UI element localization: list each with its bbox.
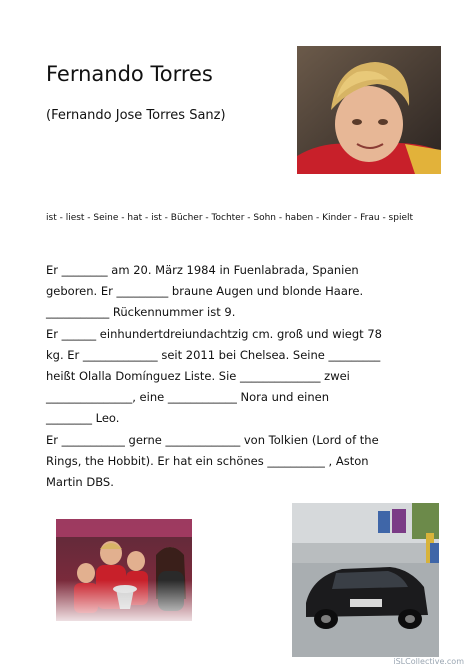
text-line: _______________, eine ____________ Nora und einen	[46, 390, 330, 405]
text-line: geboren. Er _________ braune Augen und blonde Haare.	[46, 284, 364, 299]
portrait-photo	[297, 46, 441, 174]
page-title: Fernando Torres	[46, 62, 213, 86]
text-line: Martin DBS.	[46, 475, 114, 490]
page-subtitle: (Fernando Jose Torres Sanz)	[46, 108, 226, 123]
car-image	[292, 503, 439, 657]
text-line: Er ________ am 20. März 1984 in Fuenlabrada, Spanien	[46, 263, 359, 277]
text-line: Rings, the Hobbit). Er hat ein schönes __________ , Aston	[46, 453, 369, 468]
cloze-text	[46, 260, 441, 493]
text-line: Er ______ einhundertdreiundachtzig cm. groß und wiegt 78	[46, 326, 382, 341]
word-bank: ist - liest - Seine - hat - ist - Bücher - Tochter - Sohn - haben - Kinder - Frau - spielt	[46, 213, 414, 223]
text-line: ___________ Rückennummer ist 9.	[46, 305, 236, 320]
car-photo	[292, 503, 439, 657]
text-line: heißt Olalla Domínguez Liste. Sie ______________ zwei	[46, 369, 350, 384]
family-image	[56, 519, 192, 621]
text-line: kg. Er _____________ seit 2011 bei Chelsea. Seine _________	[46, 347, 381, 362]
family-photo	[56, 519, 192, 621]
portrait-image	[297, 46, 441, 174]
text-line: ________ Leo.	[46, 411, 120, 426]
text-line: Er ___________ gerne _____________ von Tolkien (Lord of the	[46, 432, 379, 447]
watermark: iSLCollective.com	[393, 657, 464, 666]
